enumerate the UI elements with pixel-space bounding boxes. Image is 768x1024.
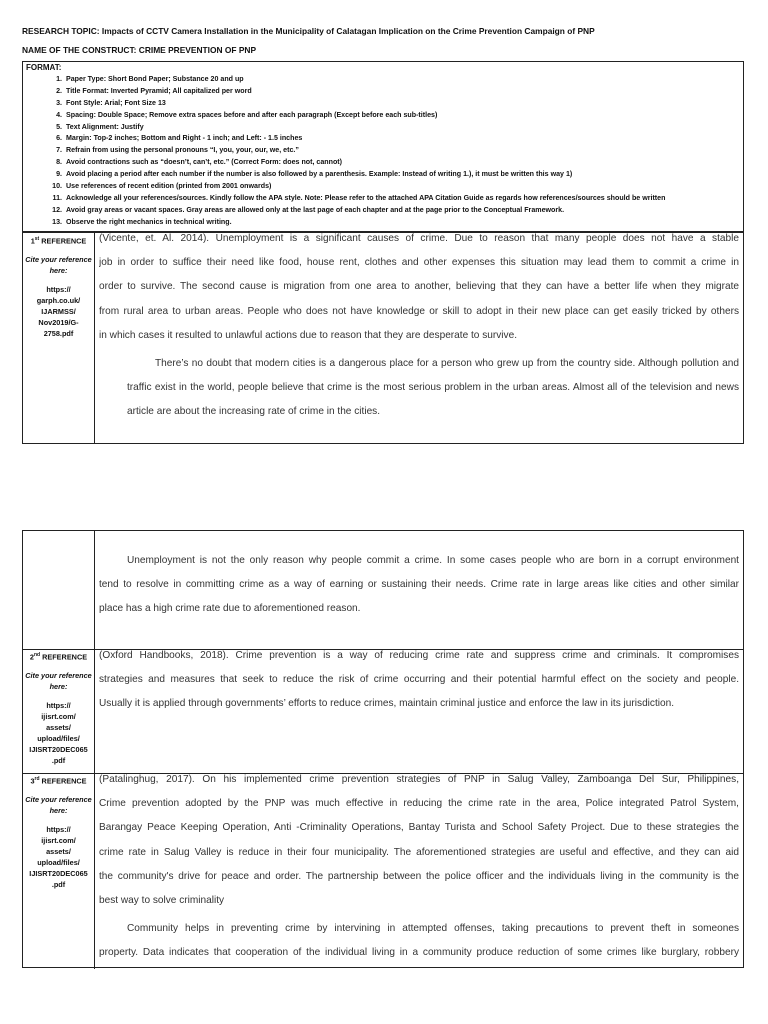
text-line: garph.co.uk/ xyxy=(36,296,81,306)
text-line: assets/ xyxy=(46,723,71,733)
text-line: traffic exist in the world, people believe that crime is the most serious problem in the urban areas. Almost all of the television and news xyxy=(127,382,739,394)
text-line: assets/ xyxy=(46,847,71,857)
text-line: best way to solve criminality xyxy=(99,894,225,906)
paragraph xyxy=(99,923,739,971)
text-line: Crime prevention adopted by the PNP was much effective in reducing the crime rate in the area, Police integrated Patrol System, xyxy=(99,798,739,810)
format-item: 13. Observe the right mechanics in technical writing. xyxy=(52,217,232,226)
reference-body xyxy=(99,650,739,723)
cite-prompt: Cite your reference here: xyxy=(25,671,92,692)
paragraph xyxy=(99,650,739,723)
reference-label-cell xyxy=(23,773,95,969)
format-item: 2. Title Format: Inverted Pyramid; All capitalized per word xyxy=(56,86,252,95)
text-line: crime rate in Salug Valley is reduce in their four municipality. The aforementioned strategies are useful and effective, and they can aid xyxy=(99,846,739,858)
format-item: 7. Refrain from using the personal pronouns “I, you, your, our, we, etc.” xyxy=(56,146,299,155)
text-line: (Oxford Handbooks, 2018). Crime prevention is a way of reducing crime rate and suppress crime and criminals. It compromises xyxy=(99,650,739,661)
text-line: IJARMSS/ xyxy=(41,307,76,317)
text-line: .pdf xyxy=(51,756,66,766)
format-item: 5. Text Alignment: Justify xyxy=(56,122,144,131)
text-line: IJISRT20DEC065 xyxy=(29,869,88,879)
text-line: from rural area to urban areas. People who does not have knowledge or skill to adopt in their new place can get easily tricked by others xyxy=(99,305,739,317)
format-item: 9. Avoid placing a period after each number if the number is also followed by a parenthesis. Example: Instead of writing 1.), it must be written this way 1) xyxy=(56,170,573,179)
reference-heading: 3rd REFERENCE xyxy=(30,776,87,786)
text-line: property. Data indicates that cooperation of the individual living in a community produce reduction of some crimes like burglary, robbery xyxy=(99,947,739,959)
text-line: ijisrt.com/ xyxy=(41,712,76,722)
text-line: the community's drive for peace and order. The partnership between the police officer and the individuals living in the community is the xyxy=(99,870,739,882)
format-title: FORMAT: xyxy=(26,63,62,72)
text-line: There’s no doubt that modern cities is a dangerous place for a person who grew up from the country side. Although pollution and xyxy=(155,357,739,369)
reference-label-cell xyxy=(23,649,95,773)
reference-table-2 xyxy=(22,530,744,968)
format-item: 12. Avoid gray areas or vacant spaces. Gray areas are allowed only at the last page of each chapter and at the page prior to the Conceptual Framework. xyxy=(52,205,565,214)
format-item: 10. Use references of recent edition (printed from 2001 onwards) xyxy=(52,182,272,191)
reference-table-1 xyxy=(22,232,744,444)
text-line: IJISRT20DEC065 xyxy=(29,745,88,755)
format-item: 4. Spacing: Double Space; Remove extra spaces before and after each paragraph (Except before each sub-titles) xyxy=(56,110,438,119)
research-topic: RESEARCH TOPIC: Impacts of CCTV Camera Installation in the Municipality of Calatagan Implication on the Crime Prevention Campaign of PNP xyxy=(22,26,595,36)
text-line: .pdf xyxy=(51,880,66,890)
reference-label-cell xyxy=(23,233,95,443)
reference-url xyxy=(23,284,94,339)
paragraph xyxy=(99,233,739,354)
cite-prompt: Cite your reference here: xyxy=(25,795,92,816)
format-box xyxy=(22,61,744,232)
text-line: Community helps in preventing crime by intervining in attempted offenses, taking precautions to prevent theft in someones xyxy=(127,923,739,935)
format-list xyxy=(40,74,665,229)
text-line: (Vicente, et. Al. 2014). Unemployment is a significant causes of crime. Due to reason that many people does not have a stable xyxy=(99,233,739,244)
reference-body xyxy=(99,233,739,431)
reference-url xyxy=(23,824,94,890)
continuation-body xyxy=(99,555,739,628)
text-line: place has a high crime rate due to aforementioned reason. xyxy=(99,603,361,615)
empty-label-cell xyxy=(23,531,95,649)
text-line: strategies and measures that seek to reduce the risk of crime occurring and their potential harmful effect on the society and people. xyxy=(99,674,739,686)
reference-heading: 2nd REFERENCE xyxy=(29,652,88,662)
text-line: upload/files/ xyxy=(37,734,80,744)
text-line: order to survive. The second cause is migration from one area to another, believing that they can have a better life when they migrate xyxy=(99,281,739,293)
construct-name: NAME OF THE CONSTRUCT: CRIME PREVENTION OF PNP xyxy=(22,45,257,55)
text-line: https:// xyxy=(46,285,71,295)
text-line: (Patalinghug, 2017). On his implemented crime prevention strategies of PNP in Salug Valley, Zamboanga Del Sur, Philippines, xyxy=(99,774,739,785)
text-line: ijisrt.com/ xyxy=(41,836,76,846)
format-item: 3. Font Style: Arial; Font Size 13 xyxy=(56,98,166,107)
paragraph xyxy=(99,555,739,628)
format-item: 6. Margin: Top-2 inches; Bottom and Right - 1 inch; and Left: - 1.5 inches xyxy=(56,134,303,143)
text-line: 2758.pdf xyxy=(43,329,74,339)
format-item: 8. Avoid contractions such as “doesn’t, can’t, etc.” (Correct Form: does not, cannot) xyxy=(56,158,343,167)
format-item: 11. Acknowledge all your references/sources. Kindly follow the APA style. Note: Please refer to the attached APA Citation Guide as regards how references/sources should be written xyxy=(52,193,666,202)
text-line: https:// xyxy=(46,701,71,711)
format-item: 1. Paper Type: Short Bond Paper; Substance 20 and up xyxy=(56,75,244,83)
reference-url xyxy=(23,700,94,766)
text-line: in which cases it resulted to unlawful actions due to reason that they are desperate to survive. xyxy=(99,329,518,341)
text-line: Usually it is applied through governments’ efforts to reduce crimes, maintain criminal justice and enforce the law in its jurisdiction. xyxy=(99,698,675,710)
text-line: job in order to suffice their need like food, house rent, clothes and other expenses this situation may lead them to commit a crime in xyxy=(99,257,739,269)
text-line: Unemployment is not the only reason why people commit a crime. In some cases people who are born in a corrupt environment xyxy=(127,555,739,566)
text-line: tend to resolve in committing crime as a way of earning or sustaining their needs. Crime rate in large areas like cities and other similar xyxy=(99,579,739,591)
text-line: article are about the increasing rate of crime in the cities. xyxy=(127,406,381,418)
reference-heading: 1st REFERENCE xyxy=(30,236,87,246)
paragraph xyxy=(99,358,739,431)
text-line: Nov2019/G- xyxy=(38,318,79,328)
reference-body xyxy=(99,774,739,972)
text-line: Barangay Peace Keeping Operation, Anti -Criminality Operations, Bantay Turista and School Safety Project. Due to these strategies the xyxy=(99,822,739,834)
text-line: https:// xyxy=(46,825,71,835)
text-line: upload/files/ xyxy=(37,858,80,868)
cite-prompt: Cite your reference here: xyxy=(25,255,92,276)
paragraph xyxy=(99,774,739,919)
